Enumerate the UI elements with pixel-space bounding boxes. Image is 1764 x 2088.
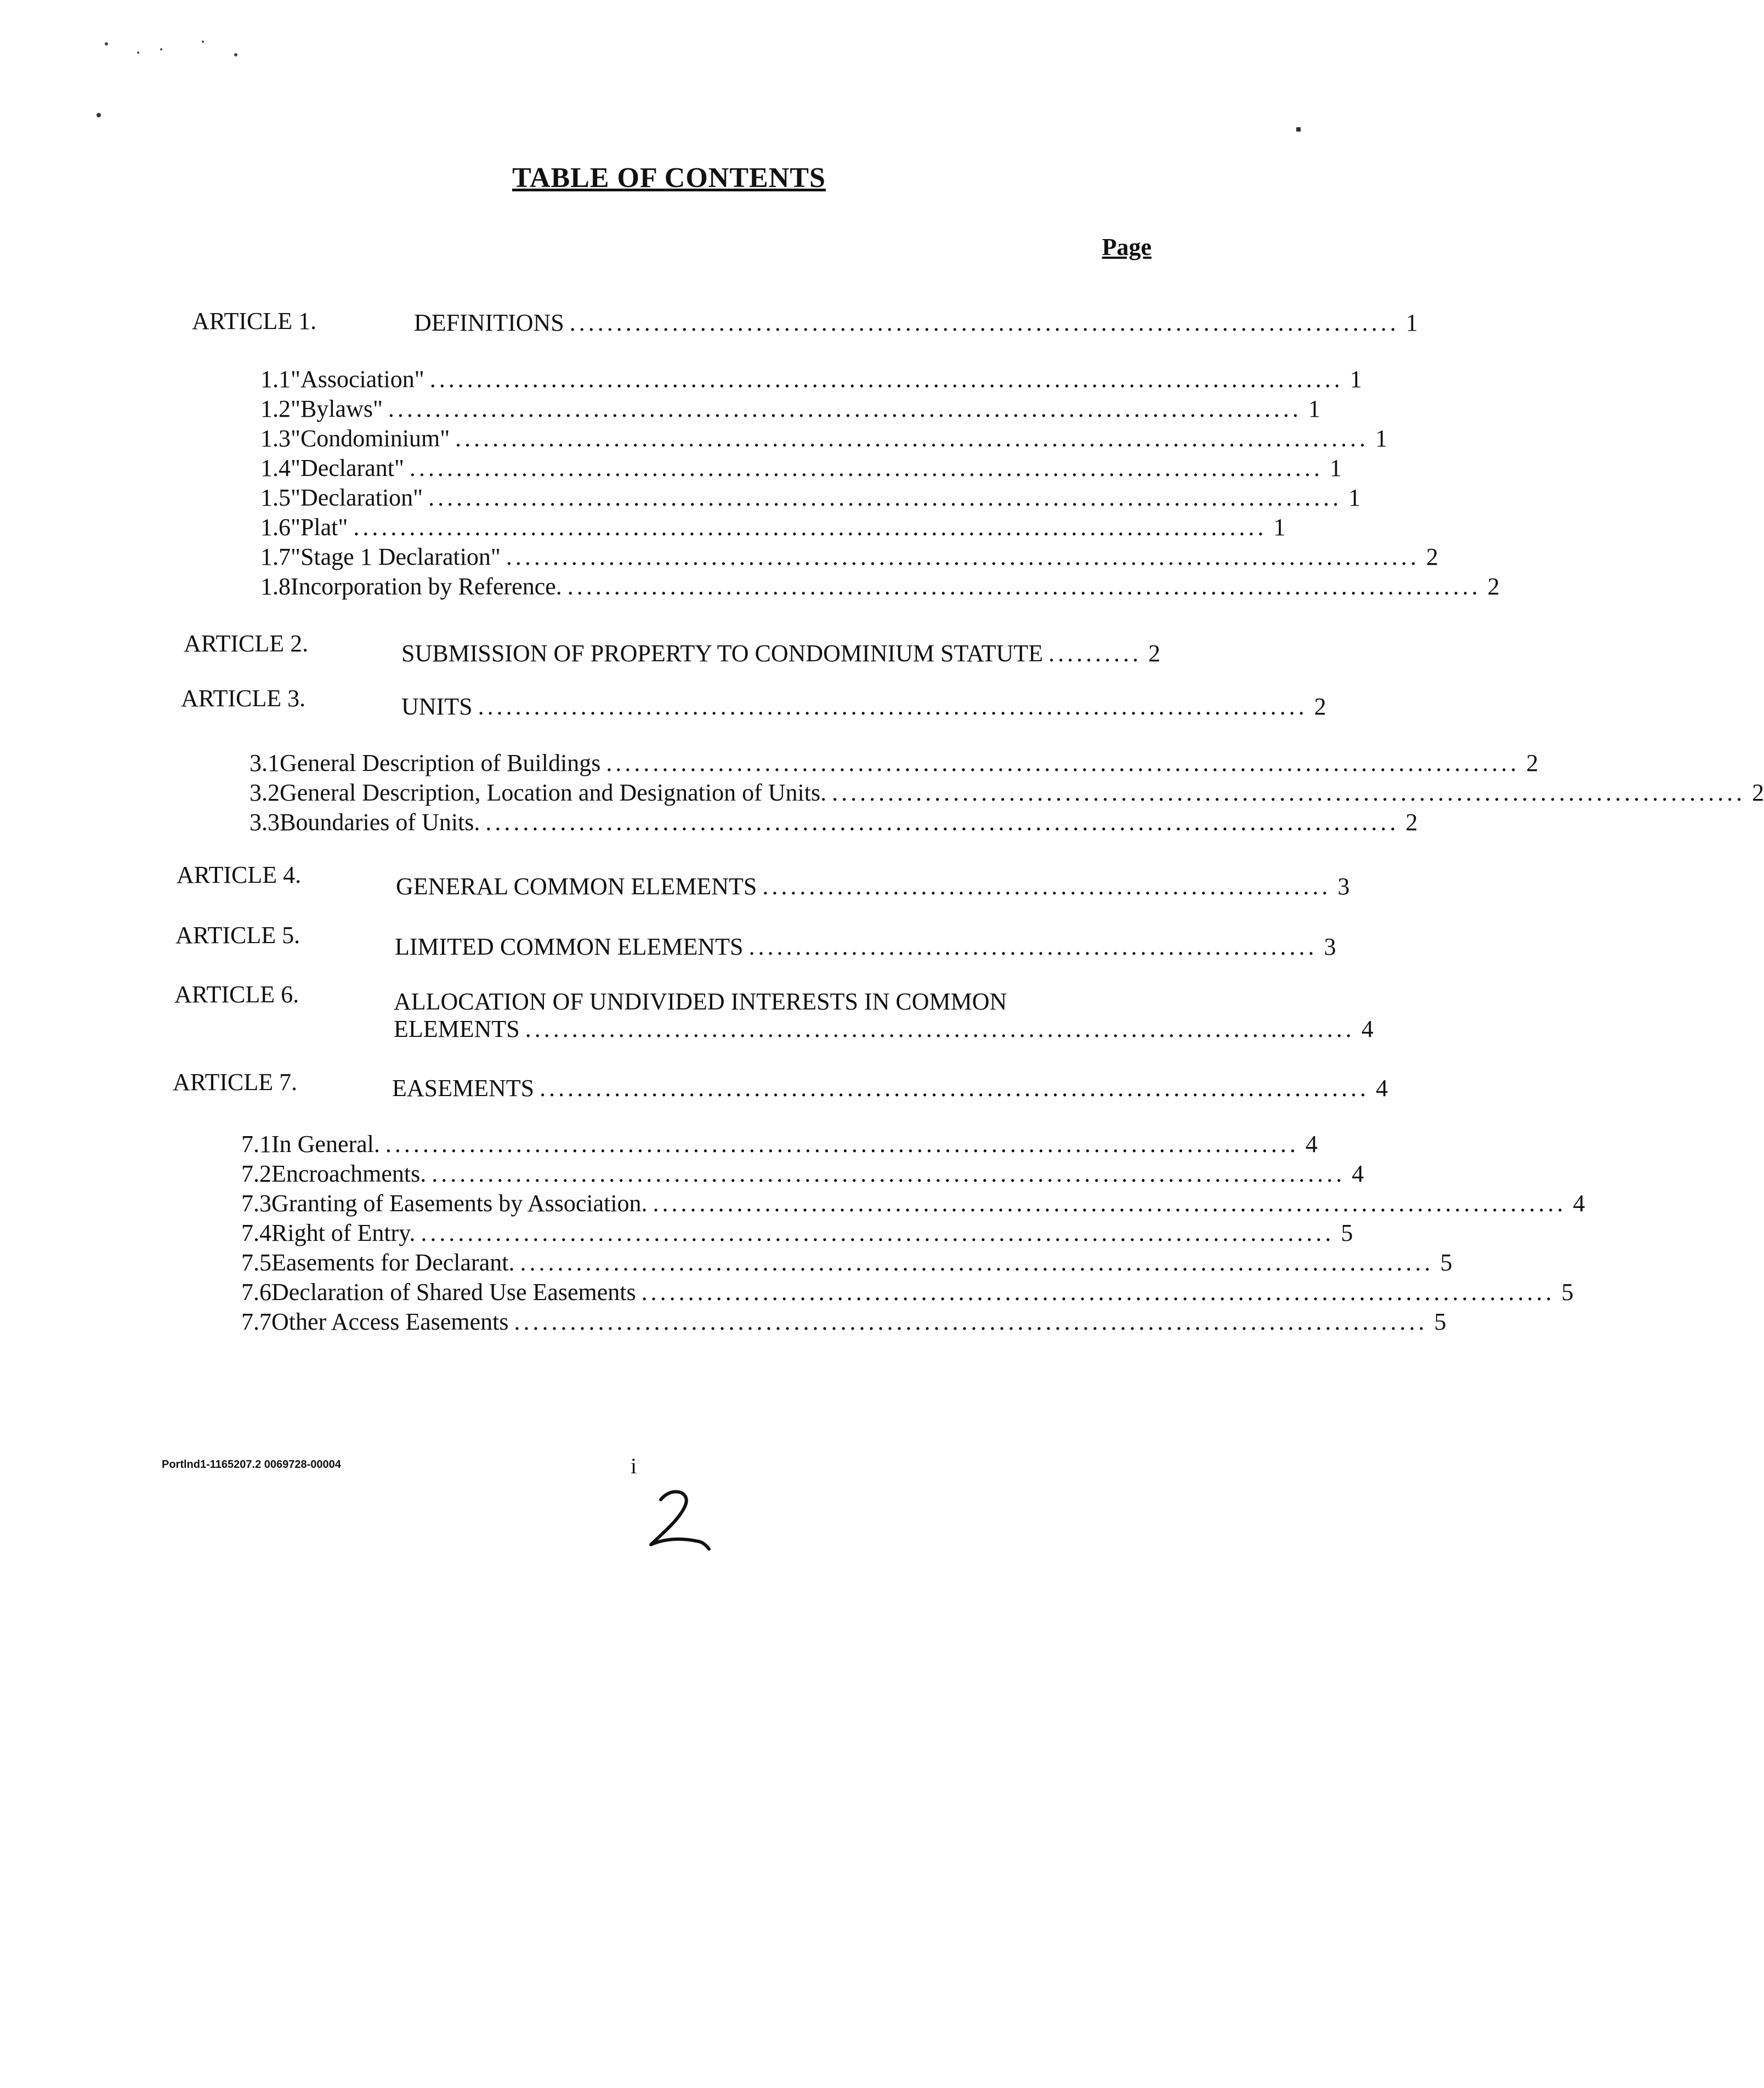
dot-leader: .................................................................................................. (353, 514, 1267, 541)
section-number: 1.8 (260, 573, 291, 600)
dot-leader: ............................................................. (748, 933, 1318, 960)
page-number: 4 (1361, 1015, 1374, 1042)
toc-entry-section[interactable] (241, 1307, 1447, 1337)
dot-leader: .................................................................................................. (606, 750, 1520, 776)
dot-leader: .................................................................................................. (832, 779, 1746, 806)
page-number: 3 (1337, 873, 1350, 900)
section-number: 7.7 (241, 1308, 271, 1335)
article-title: GENERAL COMMON ELEMENTS (396, 873, 757, 900)
section-title: In General. (271, 1131, 380, 1158)
toc-entry-article[interactable] (392, 1074, 1388, 1103)
section-title: General Description of Buildings (280, 750, 601, 776)
section-number: 7.4 (241, 1219, 271, 1246)
article-label: ARTICLE 7. (173, 1069, 298, 1096)
section-title: General Description, Location and Designation of Units. (280, 779, 827, 806)
section-number: 7.6 (241, 1279, 271, 1306)
dot-leader: .................................................................................................. (485, 809, 1399, 836)
toc-entry-section[interactable] (241, 1218, 1353, 1248)
handwritten-page-mark (644, 1483, 716, 1554)
section-title: "Declaration" (291, 484, 423, 511)
page-number: 5 (1440, 1249, 1453, 1276)
toc-title: TABLE OF CONTENTS (512, 162, 826, 194)
page-number: 1 (1375, 425, 1388, 452)
section-number: 1.7 (260, 543, 291, 570)
dot-leader: .................................................................................................. (421, 1219, 1335, 1246)
section-title: Right of Entry. (271, 1219, 416, 1246)
section-title: Easements for Declarant. (271, 1249, 515, 1276)
section-title: Incorporation by Reference. (291, 573, 562, 600)
toc-entry-section[interactable] (241, 1248, 1453, 1278)
article-label: ARTICLE 5. (175, 922, 300, 949)
article-title: EASEMENTS (392, 1075, 535, 1102)
toc-entry-article[interactable] (401, 639, 1161, 668)
section-number: 7.1 (241, 1131, 271, 1158)
article-label: ARTICLE 3. (181, 685, 306, 712)
dot-leader: .................................................................................................. (432, 1160, 1346, 1187)
article-title-line1: ALLOCATION OF UNDIVIDED INTERESTS IN COMMON (394, 988, 1007, 1015)
section-number: 7.2 (241, 1160, 271, 1187)
page-number: 1 (1348, 484, 1361, 511)
section-number: 1.4 (260, 455, 291, 481)
section-number: 7.5 (241, 1249, 271, 1276)
page-number: 1 (1329, 455, 1342, 481)
section-number: 1.1 (260, 366, 291, 393)
section-number: 1.3 (260, 425, 291, 452)
toc-entry-section[interactable] (249, 778, 1764, 808)
toc-entry-section[interactable] (260, 542, 1438, 572)
article-1-sections (260, 365, 1500, 602)
toc-entry-section[interactable] (260, 365, 1362, 394)
section-title: Encroachments. (271, 1160, 427, 1187)
dot-leader: .................................................................................................. (385, 1131, 1299, 1158)
dot-leader: ......................................................................................... (525, 1015, 1355, 1042)
toc-entry-section[interactable] (260, 513, 1286, 542)
article-label: ARTICLE 2. (184, 630, 309, 657)
section-number: 3.3 (249, 809, 280, 836)
page-number: 1 (1273, 514, 1286, 541)
section-title: "Stage 1 Declaration" (291, 543, 501, 570)
dot-leader: .................................................................................................. (567, 573, 1481, 600)
page-number: 2 (1487, 573, 1500, 600)
roman-page-number: i (631, 1454, 637, 1478)
article-title: UNITS (401, 693, 473, 720)
dot-leader: .................................................................................................. (388, 395, 1302, 422)
page-number: 4 (1352, 1160, 1364, 1187)
dot-leader: ......................................................................................... (540, 1075, 1370, 1102)
article-label: ARTICLE 6. (174, 981, 299, 1008)
page-number: 1 (1405, 309, 1418, 336)
toc-entry-section[interactable] (260, 572, 1500, 602)
dot-leader: .................................................................................................. (641, 1279, 1555, 1306)
dot-leader: .................................................................................................. (409, 455, 1323, 481)
dot-leader: .................................................................................................. (429, 366, 1343, 393)
page-number: 2 (1526, 750, 1539, 776)
toc-entry-section[interactable] (241, 1189, 1585, 1218)
page-number: 5 (1434, 1308, 1447, 1335)
article-label: ARTICLE 4. (177, 861, 302, 888)
page-number: 4 (1305, 1131, 1318, 1158)
dot-leader: ......................................................................................... (478, 693, 1308, 720)
page-number: 2 (1405, 809, 1418, 836)
dot-leader: .................................................................................................. (653, 1190, 1567, 1217)
page-number: 1 (1349, 366, 1362, 393)
dot-leader: ......................................................................................... (569, 309, 1399, 336)
section-title: "Bylaws" (291, 395, 383, 422)
section-number: 1.6 (260, 514, 291, 541)
toc-entry-article[interactable] (401, 692, 1326, 722)
section-title: Declaration of Shared Use Easements (271, 1279, 636, 1306)
section-number: 3.2 (249, 779, 280, 806)
toc-entry-section[interactable] (241, 1159, 1364, 1189)
toc-entry-article[interactable] (394, 1014, 1374, 1044)
dot-leader: .................................................................................................. (428, 484, 1342, 511)
scan-specks (104, 33, 263, 66)
page-number: 4 (1573, 1190, 1585, 1217)
toc-entry-article[interactable] (396, 872, 1350, 901)
scan-speck (93, 110, 104, 121)
dot-leader: ............................................................. (762, 873, 1331, 900)
toc-entry-section[interactable] (260, 483, 1361, 513)
article-title-line2: ELEMENTS (394, 1015, 520, 1042)
toc-entry-section[interactable] (260, 453, 1342, 483)
section-title: "Condominium" (291, 425, 450, 452)
page-number: 1 (1308, 395, 1320, 422)
dot-leader: .................................................................................................. (455, 425, 1369, 452)
toc-entry-article[interactable] (395, 932, 1336, 962)
page-number: 2 (1426, 543, 1438, 570)
section-number: 3.1 (249, 750, 280, 776)
section-title: "Plat" (291, 514, 348, 541)
article-title: SUBMISSION OF PROPERTY TO CONDOMINIUM STATUTE (401, 640, 1043, 667)
toc-entry-section[interactable] (241, 1278, 1574, 1307)
dot-leader: .................................................................................................. (520, 1249, 1434, 1276)
document-id: Portlnd1-1165207.2 0069728-00004 (162, 1459, 341, 1471)
article-label: ARTICLE 1. (192, 308, 317, 334)
toc-entry-section[interactable] (260, 424, 1388, 453)
toc-entry-section[interactable] (241, 1130, 1318, 1159)
section-title: Boundaries of Units. (280, 809, 480, 836)
section-number: 1.5 (260, 484, 291, 511)
page-number: 5 (1561, 1279, 1574, 1306)
dot-leader: .................................................................................................. (506, 543, 1420, 570)
toc-entry-section[interactable] (249, 748, 1539, 778)
section-title: Other Access Easements (271, 1308, 509, 1335)
page-number: 3 (1324, 933, 1336, 960)
toc-entry-section[interactable] (260, 394, 1320, 424)
toc-entry-article[interactable] (414, 308, 1418, 338)
article-3-sections (249, 748, 1764, 837)
section-number: 1.2 (260, 395, 291, 422)
page-number: 2 (1752, 779, 1764, 806)
section-title: Granting of Easements by Association. (271, 1190, 648, 1217)
page-column-header: Page (1102, 234, 1152, 260)
section-number: 7.3 (241, 1190, 271, 1217)
dot-leader: .................................................................................................. (514, 1308, 1428, 1335)
article-7-sections (241, 1130, 1585, 1337)
scan-speck (1294, 125, 1303, 134)
page-number: 2 (1148, 640, 1161, 667)
dot-leader: .......... (1048, 640, 1142, 667)
section-title: "Association" (291, 366, 424, 393)
section-title: "Declarant" (291, 455, 404, 481)
article-title: DEFINITIONS (414, 309, 564, 336)
article-title: LIMITED COMMON ELEMENTS (395, 933, 744, 960)
toc-entry-section[interactable] (249, 808, 1418, 837)
page-number: 4 (1376, 1075, 1388, 1102)
page-number: 2 (1314, 693, 1326, 720)
page-number: 5 (1341, 1219, 1353, 1246)
